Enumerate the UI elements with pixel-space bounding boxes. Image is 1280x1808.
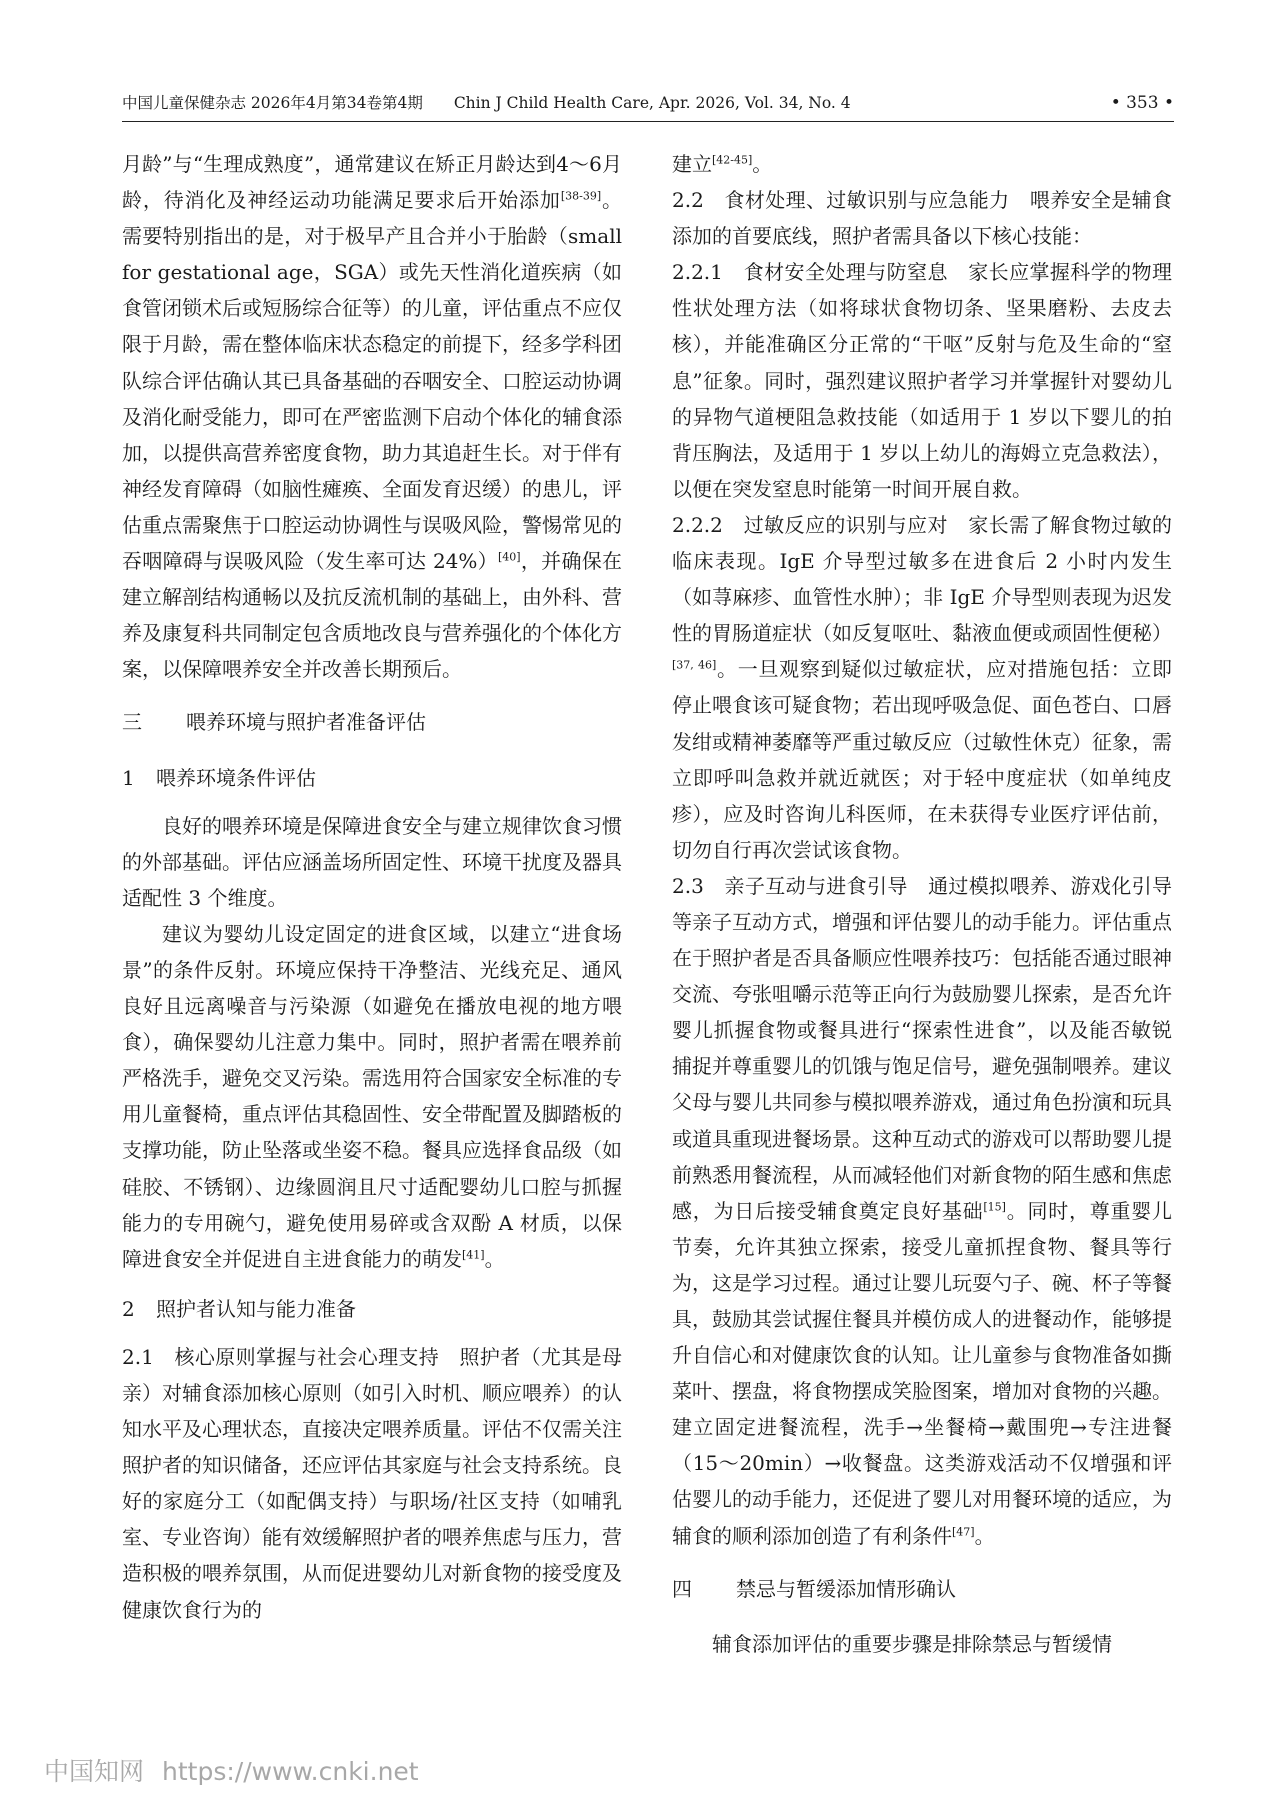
left-column — [122, 146, 622, 1628]
citation-ref: [40] — [497, 550, 521, 564]
cnki-url[interactable]: https://www.cnki.net — [162, 1757, 419, 1786]
header-rule — [122, 121, 1174, 122]
paragraph: 2.2.1 食材安全处理与防窒息 家长应掌握科学的物理性状处理方法（如将球状食物切条、坚果磨粉、去皮去核），并能准确区分正常的“干呕”反射与危及生命的“窒息”征象。同时，强烈建议照护者学习并掌握针对婴幼儿的异物气道梗阻急救技能（如适用于 1 岁以下婴儿的拍背压胸法，及适用于 1 岁以上幼儿的海姆立克急救法），以便在突发窒息时能第一时间开展自救。 — [672, 260, 1172, 501]
cnki-brand: 中国知网 — [44, 1757, 145, 1786]
section-heading — [672, 1571, 1172, 1607]
subsection-heading — [122, 1291, 622, 1327]
citation-ref: [15] — [983, 1200, 1006, 1214]
paragraph-text: 2.3 亲子互动与进食引导 通过模拟喂养、游戏化引导等亲子互动方式，增强和评估婴儿的动手能力。评估重点在于照护者是否具备顺应性喂养技巧：包括能否通过眼神交流、夸张咀嚼示范等正向行为鼓励婴儿探索，是否允许婴儿抓握食物或餐具进行“探索性进食”，以及能否敏锐捕捉并尊重婴儿的饥饿与饱足信号，避免强制喂养。建议父母与婴儿共同参与模拟喂养游戏，通过角色扮演和玩具或道具重现进餐场景。这种互动式的游戏可以帮助婴儿提前熟悉用餐流程，从而减轻他们对新食物的陌生感和焦虑感，为日后接受辅食奠定良好基础 — [672, 873, 1172, 1223]
journal-citation: 中国儿童保健杂志 2026年4月第34卷第4期 Chin J Child Health Care, Apr. 2026, Vol. 34, No. 4 — [122, 94, 851, 112]
paragraph-text: 。 — [484, 1246, 505, 1271]
citation-ref: [41] — [462, 1248, 485, 1262]
section-title: 喂养环境与照护者准备评估 — [186, 710, 426, 735]
paragraph-text: 。 — [752, 152, 773, 176]
running-header — [122, 92, 1174, 122]
section-heading — [122, 704, 622, 740]
paragraph — [122, 916, 622, 1277]
section-number: 四 — [672, 1576, 692, 1601]
paragraph — [672, 146, 1172, 182]
paragraph-text: 建议为婴幼儿设定固定的进食区域，以建立“进食场景”的条件反射。环境应保持干净整洁、光线充足、通风良好且远离噪音与污染源（如避免在播放电视的地方喂食），确保婴幼儿注意力集中。同时，照护者需在喂养前严格洗手，避免交叉污染。需选用符合国家安全标准的专用儿童餐椅，重点评估其稳固性、安全带配置及脚踏板的支撑功能，防止坠落或坐姿不稳。餐具应选择食品级（如硅胶、不锈钢）、边缘圆润且尺寸适配婴幼儿口腔与抓握能力的专用碗勺，避免使用易碎或含双酚 A 材质，以保障进食安全并促进自主进食能力的萌发 — [122, 921, 622, 1271]
paragraph: 2.1 核心原则掌握与社会心理支持 照护者（尤其是母亲）对辅食添加核心原则（如引入时机、顺应喂养）的认知水平及心理状态，直接决定喂养质量。评估不仅需关注照护者的知识储备，还应评估其家庭与社会支持系统。良好的家庭分工（如配偶支持）与职场/社区支持（如哺乳室、专业咨询）能有效缓解照护者的喂养焦虑与压力，营造积极的喂养氛围，从而促进婴幼儿对新食物的接受度及健康饮食行为的 — [122, 1344, 622, 1622]
section-title: 禁忌与暂缓添加情形确认 — [736, 1576, 956, 1601]
subsection-number: 1 — [122, 765, 135, 790]
paragraph-text: 建立 — [672, 152, 712, 176]
paragraph-text: 月龄”与“生理成熟度”，通常建议在矫正月龄达到4～6月龄，待消化及神经运动功能满足要求后开始添加 — [122, 152, 622, 213]
paragraph-text: 。 — [974, 1523, 995, 1548]
subsection-heading — [122, 760, 622, 796]
paragraph: 辅食添加评估的重要步骤是排除禁忌与暂缓情 — [712, 1631, 1112, 1656]
paragraph — [672, 868, 1172, 1554]
paragraph: 2.2 食材处理、过敏识别与应急能力 喂养安全是辅食添加的首要底线，照护者需具备以下核心技能： — [672, 188, 1172, 249]
subsection-title: 照护者认知与能力准备 — [156, 1296, 356, 1321]
citation-ref: [38-39] — [560, 189, 602, 203]
subsection-title: 喂养环境条件评估 — [156, 765, 316, 790]
section-number: 三 — [122, 710, 142, 735]
right-column — [672, 146, 1172, 1662]
paragraph — [122, 146, 622, 687]
page-number: • 353 • — [1110, 93, 1174, 113]
citation-ref: [47] — [952, 1524, 975, 1538]
paragraph-text: 。一旦观察到疑似过敏症状，应对措施包括：立即停止喂食该可疑食物；若出现呼吸急促、面色苍白、口唇发绀或精神萎靡等严重过敏反应（过敏性休克）征象，需立即呼叫急救并就近就医；对于轻中度症状（如单纯皮疹），应及时咨询儿科医师，在未获得专业医疗评估前，切勿自行再次尝试该食物。 — [672, 657, 1173, 862]
paragraph-text: ，并确保在建立解剖结构通畅以及抗反流机制的基础上，由外科、营养及康复科共同制定包含质地改良与营养强化的个体化方案，以保障喂养安全并改善长期预后。 — [122, 549, 623, 682]
citation-ref: [37, 46] — [672, 658, 717, 672]
citation-ref: [42-45] — [712, 153, 753, 167]
paragraph: 良好的喂养环境是保障进食安全与建立规律饮食习惯的外部基础。评估应涵盖场所固定性、环境干扰度及器具适配性 3 个维度。 — [122, 813, 622, 910]
paragraph-text: 2.2.2 过敏反应的识别与应对 家长需了解食物过敏的临床表现。IgE 介导型过敏多在进食后 2 小时内发生（如荨麻疹、血管性水肿）；非 IgE 介导型则表现为迟发性的胃肠道症状（如反复呕吐、黏液血便或顽固性便秘） — [672, 512, 1172, 646]
paragraph-text: 。需要特别指出的是，对于极早产且合并小于胎龄（small for gestational age，SGA）或先天性消化道疾病（如食管闭锁术后或短肠综合征等）的儿童，评估重点不应仅限于月龄，需在整体临床状态稳定的前提下，经多学科团队综合评估确认其已具备基础的吞咽安全、口腔运动协调及消化耐受能力，即可在严密监测下启动个体化的辅食添加，以提供高营养密度食物，助力其追赶生长。对于伴有神经发育障碍（如脑性瘫痪、全面发育迟缓）的患儿，评估重点需聚焦于口腔运动协调性与误吸风险，警惕常见的吞咽障碍与误吸风险（发生率可达 24%） — [122, 188, 623, 574]
watermark-footer — [44, 1752, 419, 1788]
paragraph-text: 。同时，尊重婴儿节奏，允许其独立探索，接受儿童抓捏食物、餐具等行为，这是学习过程。通过让婴儿玩耍勺子、碗、杯子等餐具，鼓励其尝试握住餐具并模仿成人的进餐动作，能够提升自信心和对健康饮食的认知。让儿童参与食物准备如撕菜叶、摆盘，将食物摆成笑脸图案，增加对食物的兴趣。建立固定进餐流程，洗手→坐餐椅→戴围兜→专注进餐（15～20min）→收餐盘。这类游戏活动不仅增强和评估婴儿的动手能力，还促进了婴儿对用餐环境的适应，为辅食的顺利添加创造了有利条件 — [672, 1198, 1173, 1548]
subsection-number: 2 — [122, 1296, 135, 1321]
paragraph — [672, 507, 1172, 868]
